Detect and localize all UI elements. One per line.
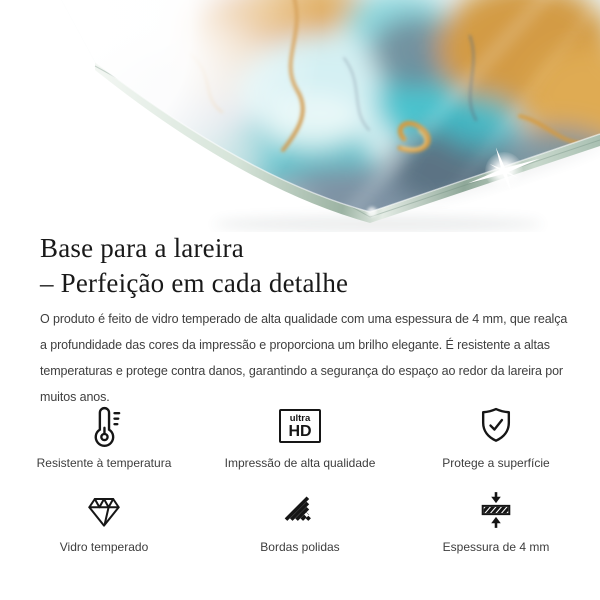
feature-tempered-glass — [6, 487, 202, 554]
feature-polished-edges — [202, 487, 398, 554]
features-grid — [6, 403, 594, 554]
polished-edges-icon — [279, 489, 321, 531]
description-line: O produto é feito de vidro temperado de alta qualidade com uma espessura de 4 mm, que realça — [40, 312, 568, 326]
product-description — [40, 306, 567, 410]
feature-label: Protege a superfície — [442, 456, 550, 470]
feature-temperature — [6, 403, 202, 470]
diamond-icon — [82, 488, 126, 532]
ultra-hd-icon-text-bottom: HD — [288, 423, 312, 440]
product-photo — [0, 0, 600, 232]
page-title — [40, 231, 348, 301]
description-line: a profundidade das cores da impressão e proporciona um brilho elegante. É resistente a altas — [40, 338, 550, 352]
thermometer-icon — [82, 404, 126, 448]
feature-print-quality — [202, 403, 398, 470]
description-line: temperaturas e protege contra danos, garantindo a segurança do espaço ao redor da lareira por — [40, 364, 563, 378]
ultra-hd-icon — [279, 409, 321, 443]
shield-check-icon — [474, 404, 518, 448]
page-title-line2: – Perfeição em cada detalhe — [40, 268, 349, 298]
page-title-line1: Base para a lareira — [40, 233, 244, 263]
ultra-hd-icon-text-top: ultra — [289, 413, 311, 424]
thickness-icon — [474, 488, 518, 532]
feature-label: Impressão de alta qualidade — [224, 456, 376, 470]
feature-label: Resistente à temperatura — [36, 456, 172, 470]
feature-label: Espessura de 4 mm — [442, 540, 550, 554]
feature-thickness — [398, 487, 594, 554]
feature-label: Bordas polidas — [260, 540, 340, 554]
description-line: muitos anos. — [40, 390, 110, 404]
feature-surface-protection — [398, 403, 594, 470]
feature-label: Vidro temperado — [59, 540, 149, 554]
glass-panel-art — [0, 0, 600, 232]
